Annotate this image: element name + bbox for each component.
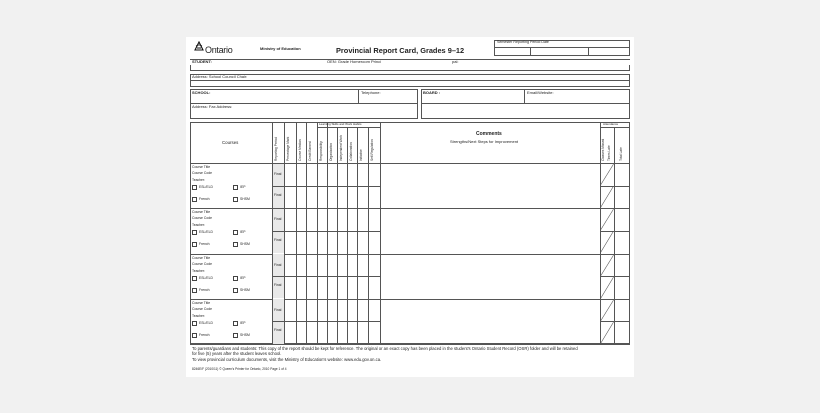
form-identifier: 8246E/F (2010/11) © Queen's Printer for Ontario, 2010 Page 1 of 4 — [192, 367, 287, 371]
course-code-label: Course Code — [192, 306, 212, 311]
esl-eld-checkbox[interactable] — [192, 321, 197, 326]
esl-eld-checkbox[interactable] — [192, 230, 197, 235]
credit-earned-header: Credit Earned — [308, 141, 312, 161]
final-period-label: Final — [274, 283, 282, 288]
course-median-header: Course Median — [298, 139, 302, 161]
attendance-header: Attendance — [603, 122, 619, 126]
french-label: French — [199, 197, 210, 201]
iep-label: IEP — [240, 185, 246, 189]
french-label: French — [199, 287, 210, 292]
iep-label: IEP — [240, 320, 246, 325]
footer-parents-note: To parents/guardians and students: This copy of the report should be kept for reference. The original or an exact copy has been placed in the student's Ontario Student Record (OSR) folder and will be retained — [192, 346, 578, 351]
midterm-period-label: Final — [274, 307, 282, 312]
address-fax-label: Address: Fax Address: — [192, 104, 233, 109]
attendance-slash-icon — [600, 163, 614, 208]
comments-field[interactable] — [380, 254, 600, 299]
course-code-label: Course Code — [192, 171, 212, 175]
shsm-label: SHSM — [240, 332, 250, 337]
final-period-label: Final — [274, 328, 282, 333]
percentage-mark-header: Percentage Mark — [286, 136, 290, 161]
french-checkbox[interactable] — [192, 288, 197, 293]
esl-eld-label: ESL/ELD — [199, 275, 213, 280]
skill-initiative: Initiative — [359, 149, 363, 161]
board-box[interactable] — [421, 89, 630, 119]
oen-label: OEN: Grade Homeroom Princi — [327, 59, 382, 64]
shsm-checkbox[interactable] — [233, 197, 238, 202]
french-checkbox[interactable] — [192, 242, 197, 247]
school-label: SCHOOL: — [192, 90, 211, 95]
courses-header: Courses — [222, 140, 239, 145]
french-label: French — [199, 242, 210, 247]
shsm-checkbox[interactable] — [233, 288, 238, 293]
footer-curriculum-note: To view provincial curriculum documents, visit the Ministry of Education's website: www.edu.gov.on.ca. — [192, 357, 382, 362]
teacher-label: Teacher: — [192, 223, 206, 228]
final-period-label: Final — [274, 192, 282, 197]
skill-responsibility: Responsibility — [319, 141, 323, 161]
attendance-slash-icon — [600, 299, 614, 344]
skill-organization: Organization — [329, 142, 333, 161]
telephone-label: Telephone: — [361, 90, 381, 95]
midterm-period-label: Final — [274, 262, 282, 267]
iep-label: IEP — [240, 230, 246, 235]
esl-eld-label: ESL/ELD — [199, 230, 213, 235]
french-checkbox[interactable] — [192, 197, 197, 202]
comments-field[interactable] — [380, 299, 600, 344]
esl-eld-label: ESL/ELD — [199, 320, 213, 325]
course-title-label: Course Title — [192, 165, 211, 169]
footer-retention-note: for five (5) years after the student leaves school. — [192, 351, 282, 356]
course-title-label: Course Title — [192, 255, 211, 260]
board-label: BOARD : — [423, 90, 441, 95]
ministry-label: Ministry of Education — [260, 46, 301, 51]
strengths-header: Strengths/Next Steps for Improvement — [450, 139, 519, 144]
student-info-field[interactable] — [190, 65, 630, 71]
attendance-times-late: Times Late — [607, 145, 611, 161]
iep-checkbox[interactable] — [233, 230, 238, 235]
comments-header: Comments — [476, 131, 502, 137]
french-checkbox[interactable] — [192, 333, 197, 338]
comments-field[interactable] — [380, 163, 600, 208]
ontario-trillium-icon — [194, 41, 204, 51]
attendance-slash-icon — [600, 254, 614, 299]
report-card-title: Provincial Report Card, Grades 9–12 — [336, 46, 465, 55]
french-label: French — [199, 332, 210, 337]
address-council-label: Address: School Council Chair: — [192, 74, 248, 79]
iep-checkbox[interactable] — [233, 321, 238, 326]
shsm-label: SHSM — [240, 242, 250, 247]
teacher-label: Teacher: — [192, 313, 206, 318]
course-title-label: Course Title — [192, 210, 211, 215]
iep-checkbox[interactable] — [233, 185, 238, 190]
skill-independent-work: Independent Work — [339, 135, 343, 161]
reporting-period-header: Reporting Period — [274, 137, 278, 161]
comments-field[interactable] — [380, 208, 600, 253]
iep-label: IEP — [240, 275, 246, 280]
esl-eld-checkbox[interactable] — [192, 276, 197, 281]
attendance-classes-missed: Classes Missed — [601, 138, 605, 161]
email-label: Email/Website: — [527, 90, 554, 95]
skill-self-regulation: Self-Regulation — [370, 139, 374, 161]
attendance-total-late: Total Late — [619, 147, 623, 161]
final-period-label: Final — [274, 237, 282, 242]
shsm-checkbox[interactable] — [233, 333, 238, 338]
iep-checkbox[interactable] — [233, 276, 238, 281]
shsm-label: SHSM — [240, 197, 250, 201]
shsm-checkbox[interactable] — [233, 242, 238, 247]
student-label: STUDENT: — [192, 59, 212, 64]
attendance-slash-icon — [600, 208, 614, 253]
esl-eld-label: ESL/ELD — [199, 185, 213, 189]
teacher-label: Teacher: — [192, 268, 206, 273]
course-code-label: Course Code — [192, 261, 212, 266]
skill-collaboration: Collaboration — [349, 142, 353, 161]
midterm-period-label: Final — [274, 172, 282, 176]
shsm-label: SHSM — [240, 287, 250, 292]
teacher-label: Teacher: — [192, 178, 206, 182]
midterm-period-label: Final — [274, 217, 282, 222]
principal-label: pal: — [452, 59, 459, 64]
semester-label: Semester Reporting Period Date — [497, 40, 549, 44]
ontario-logo-text: Ontario — [205, 45, 233, 55]
report-card-sheet — [186, 37, 634, 377]
esl-eld-checkbox[interactable] — [192, 185, 197, 190]
learning-skills-header: Learning Skills and Work Habits — [319, 122, 362, 126]
course-code-label: Course Code — [192, 216, 212, 221]
course-title-label: Course Title — [192, 300, 211, 305]
